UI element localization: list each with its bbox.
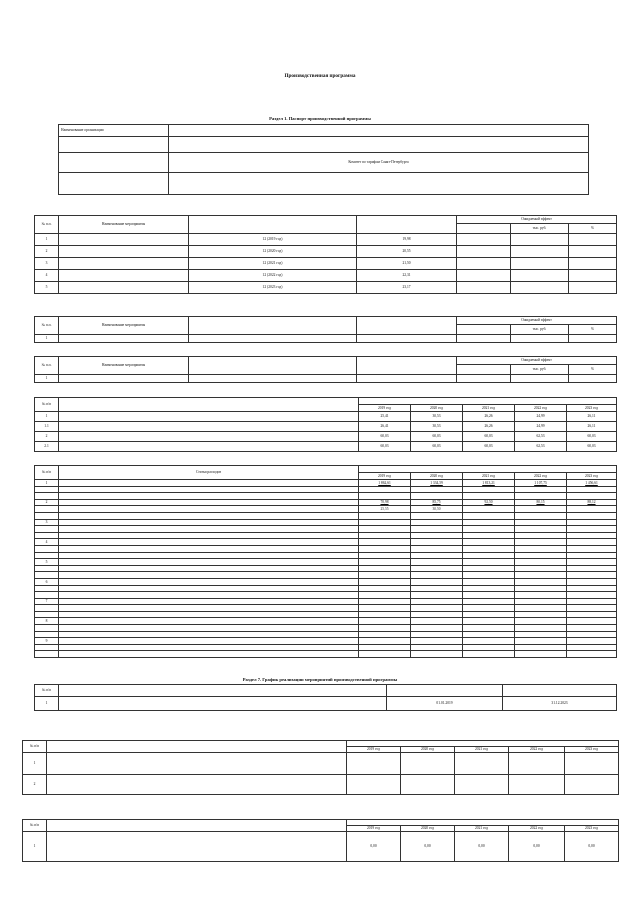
section-7-heading: Раздел 7. График реализации мероприятий производственной программы <box>242 677 398 682</box>
table-row <box>35 545 617 552</box>
table-row: 9 <box>35 638 617 645</box>
table-row: 2 12 (2020 год) 20,55 <box>35 246 617 258</box>
table-row: 1 12 (2019 год) 19,98 <box>35 234 617 246</box>
passport-label <box>59 173 169 195</box>
table-row: 7 <box>35 598 617 605</box>
table-row: 1 <box>23 753 619 775</box>
table-row: 1 <box>35 375 617 383</box>
table-row: 2.1 60,03 60,03 60,03 62,53 60,03 <box>35 442 617 452</box>
passport-value: Комитет по тарифам Санкт-Петербурга <box>169 153 589 173</box>
passport-value <box>169 125 589 137</box>
s7-table: № п/п 1 01.01.2019 31.12.2023 <box>34 684 617 711</box>
table-row <box>35 592 617 599</box>
s6-body <box>35 480 617 658</box>
passport-label <box>59 153 169 173</box>
table-row: 2 60,03 60,03 60,03 62,53 60,03 <box>35 432 617 442</box>
section-1-heading: Раздел 1. Паспорт производственной программы <box>269 116 371 121</box>
table-row <box>35 493 617 500</box>
table-row: 2 70,98 85,75 92,50 80,15 88,12 <box>35 499 617 506</box>
table-row: 3 <box>35 519 617 526</box>
title-line-1: Производственная программа <box>284 73 356 79</box>
table-row <box>35 565 617 572</box>
table-row: 4 <box>35 539 617 546</box>
table-row <box>35 585 617 592</box>
s5-table: № п/п 2019 год 2020 год 2021 год 2022 год 2023 год 1 25,41 30,53 26,26 24,99 26,11 1.1 26,41 30,53 26,26 24,99 26,11 2 60,03 60,03 60,03 62,53 60,03 2.1 60,03 60,03 60,03 62,53 60,03 <box>34 397 617 452</box>
table-row <box>35 651 617 658</box>
table-row: 1 01.01.2019 31.12.2023 <box>35 697 617 711</box>
passport-label <box>59 137 169 153</box>
s6-table: № п/п Статьи расходов 2019 год 2020 год 2021 год 2022 год 2023 год 1 1 862,61 1 334,59 1 813,21 1 107,75 1 456,61 2 70,98 85,75 92,50 80,15 88,12 25,55 30,50 3 4 5 6 7 8 9 <box>34 465 617 658</box>
table-row: 25,55 30,50 <box>35 506 617 513</box>
s2-header-percent: % <box>569 224 617 234</box>
table-row <box>35 532 617 539</box>
s2-header-cost <box>357 216 457 234</box>
table-row: 5 <box>35 559 617 566</box>
s2-header-name: Наименование мероприятия <box>59 216 189 234</box>
document-title <box>0 72 640 80</box>
table-row: 8 <box>35 618 617 625</box>
table-row <box>35 625 617 632</box>
table-row: 1 0,00 0,00 0,00 0,00 0,00 <box>23 832 619 862</box>
passport-row <box>59 125 589 137</box>
passport-row <box>59 137 589 153</box>
table-row: 6 <box>35 578 617 585</box>
s2-header-num: № п.п. <box>35 216 59 234</box>
table-row <box>35 572 617 579</box>
table-row: 1.1 26,41 30,53 26,26 24,99 26,11 <box>35 422 617 432</box>
table-row <box>35 526 617 533</box>
s8b-table: № п/п 2019 год 2020 год 2021 год 2022 год 2023 год 1 0,00 0,00 0,00 0,00 0,00 <box>22 819 619 862</box>
passport-value <box>169 137 589 153</box>
passport-row <box>59 153 589 173</box>
table-row: 2 <box>23 775 619 795</box>
table-row: 5 12 (2023 год) 23,17 <box>35 282 617 294</box>
s2-header-indicator <box>457 224 511 234</box>
s3-table: № п.п. Наименование мероприятия Ожидаемый эффект тыс. руб. % 1 <box>34 316 617 343</box>
table-row <box>35 644 617 651</box>
s2-header-period <box>189 216 357 234</box>
passport-row <box>59 173 589 195</box>
s4-table: № п.п. Наименование мероприятия Ожидаемый эффект тыс. руб. % 1 <box>34 356 617 383</box>
table-row <box>35 512 617 519</box>
s2-table <box>34 215 617 294</box>
s2-header-thousand-rub: тыс. руб. <box>511 224 569 234</box>
s8a-table: № п/п 2019 год 2020 год 2021 год 2022 год 2023 год 1 2 <box>22 740 619 795</box>
table-row: 1 <box>35 335 617 343</box>
passport-value <box>169 173 589 195</box>
passport-table <box>58 124 589 195</box>
table-row: 4 12 (2022 год) 22,31 <box>35 270 617 282</box>
passport-label: Наименование организации <box>59 125 169 137</box>
table-row: 1 1 862,61 1 334,59 1 813,21 1 107,75 1 456,61 <box>35 480 617 487</box>
table-row <box>35 552 617 559</box>
table-row <box>35 631 617 638</box>
table-row <box>35 611 617 618</box>
table-row <box>35 605 617 612</box>
table-row <box>35 486 617 493</box>
table-row: 3 12 (2021 год) 21,50 <box>35 258 617 270</box>
s2-header-effect: Ожидаемый эффект <box>457 216 617 224</box>
table-row: 1 25,41 30,53 26,26 24,99 26,11 <box>35 412 617 422</box>
